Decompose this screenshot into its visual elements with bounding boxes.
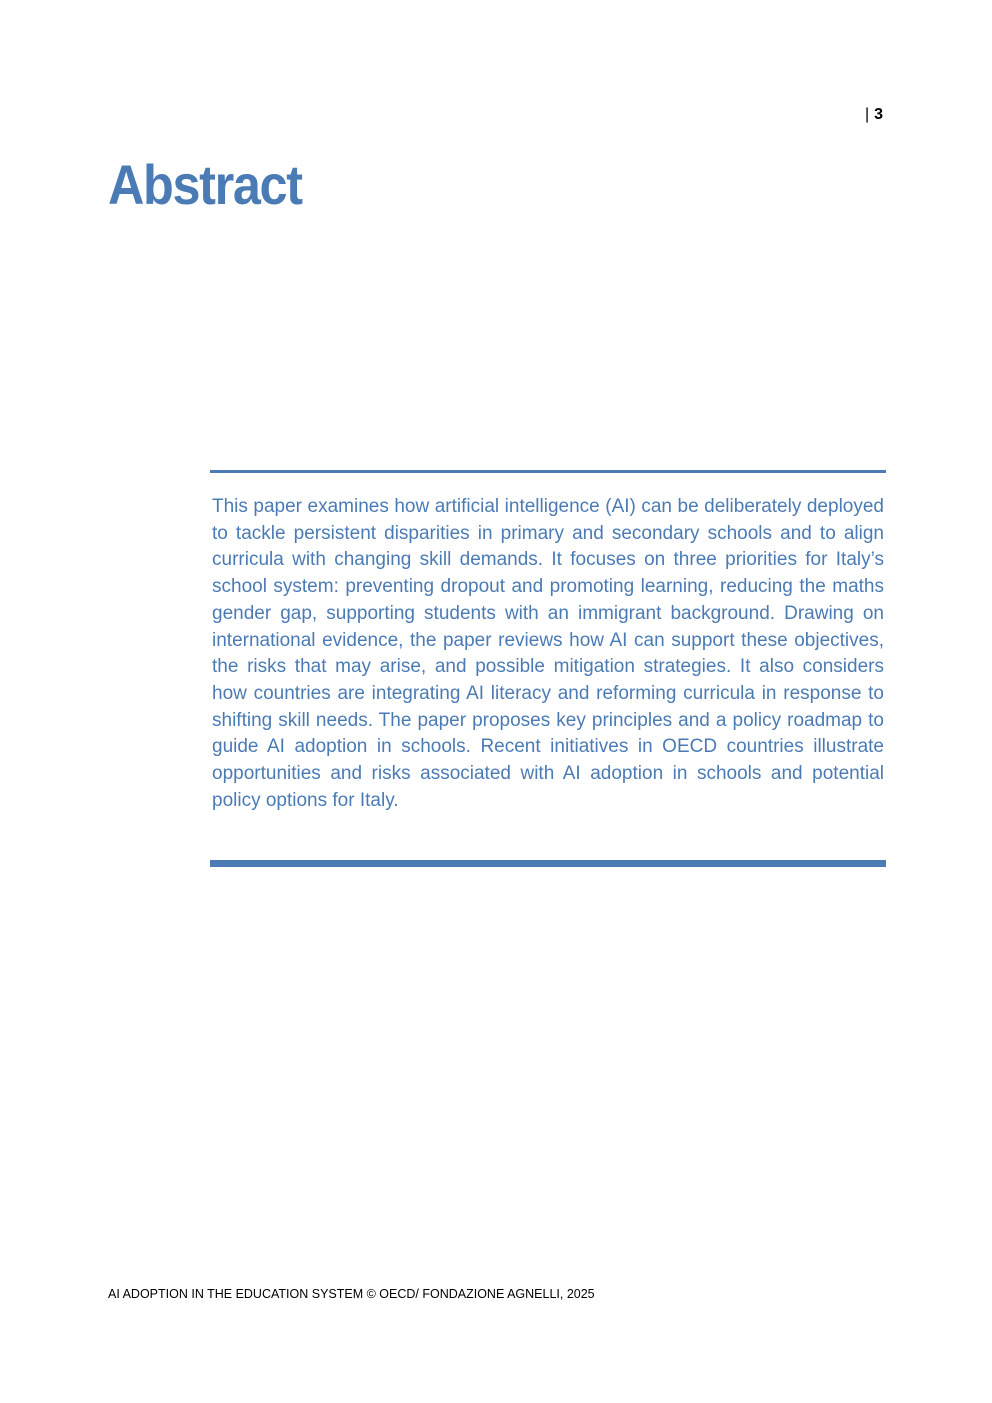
abstract-body: This paper examines how artificial intelligence (AI) can be deliberately deployed to tackle persistent disparities in primary and secondary schools and to align curricula with changing skill demands. It focuses on three priorities for Italy’s school system: preventing dropout and promoting learning, reducing the maths gender gap, supporting students with an immigrant background. Drawing on international evidence, the paper reviews how AI can support these objectives, the risks that may arise, and possible mitigation strategies. It also considers how countries are integrating AI literacy and reforming curricula in response to shifting skill needs. The paper proposes key principles and a policy roadmap to guide AI adoption in schools. Recent initiatives in OECD countries illustrate opportunities and risks associated with AI adoption in schools and potential policy options for Italy. xyxy=(212,496,884,811)
abstract-bottom-rule xyxy=(210,860,886,867)
page-number xyxy=(865,106,883,124)
page-title: Abstract xyxy=(108,153,302,216)
page-number-separator: | xyxy=(864,106,870,123)
page-number-value: 3 xyxy=(874,106,883,123)
page-footer: AI ADOPTION IN THE EDUCATION SYSTEM © OECD/ FONDAZIONE AGNELLI, 2025 xyxy=(108,1287,595,1301)
abstract-top-rule xyxy=(210,470,886,473)
